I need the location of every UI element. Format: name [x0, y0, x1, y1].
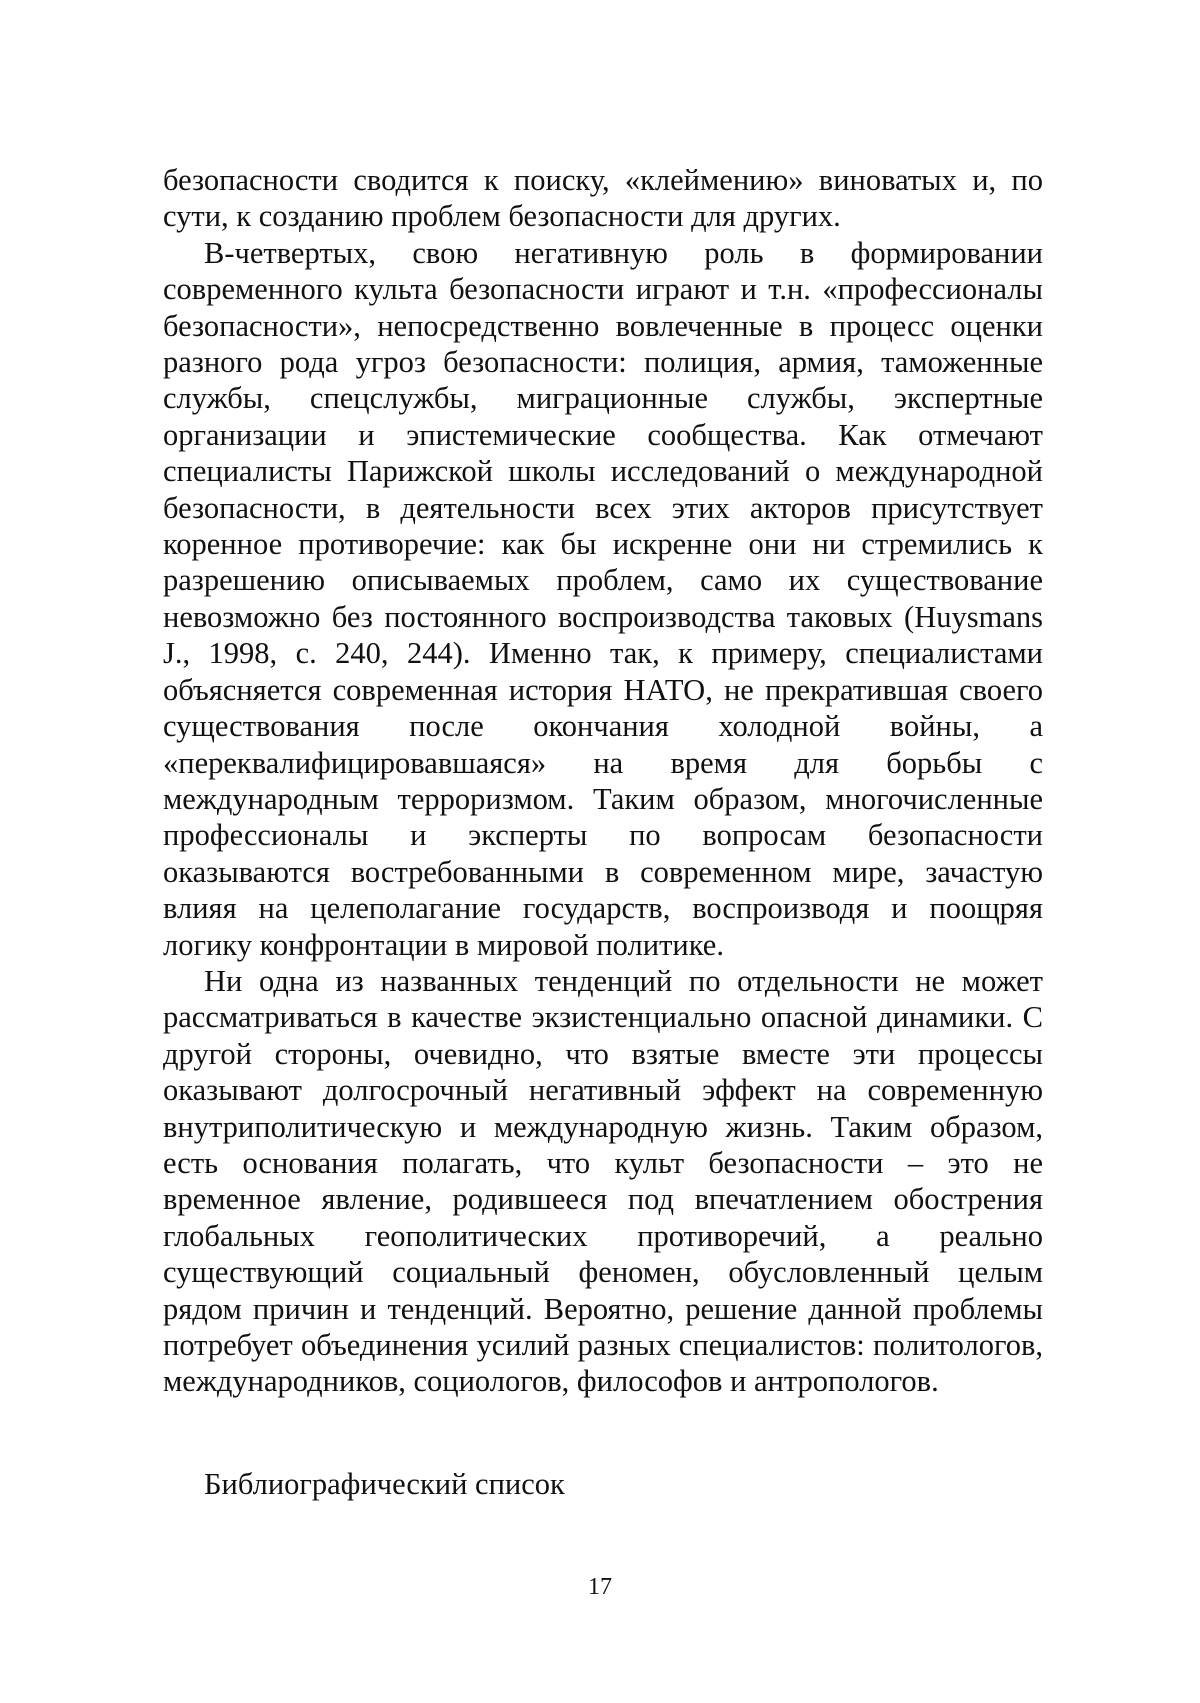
paragraph-continuation: безопасности сводится к поиску, «клеймению» виноватых и, по сути, к созданию проблем безопасности для других. [163, 163, 1043, 234]
body-text [163, 162, 1043, 1400]
paragraph-security-professionals: В-четвертых, свою негативную роль в формировании современного культа безопасности играют и т.н. «профессионалы безопасности», непосредственно вовлеченные в процесс оценки разного рода угроз безопасности: полиция, армия, таможенные службы, спецслужбы, миграционные службы, экспертные организации и эпистемические сообщества. Как отмечают специалисты Парижской школы исследований о международной безопасности, в деятельности всех этих акторов присутствует коренное противоречие: как бы искренне они ни стремились к разрешению описываемых проблем, само их существование невозможно без постоянного воспроизводства таковых (Huysmans J., 1998, с. 240, 244). Именно так, к примеру, специалистами объясняется современная история НАТО, не прекратившая своего существования после окончания холодной войны, а «переквалифицировавшаяся» на время для борьбы с международным терроризмом. Таким образом, многочисленные профессионалы и эксперты по вопросам безопасности оказываются востребованными в современном мире, зачастую влияя на целеполагание государств, воспроизводя и поощряя логику конфронтации в мировой политике. [163, 235, 1043, 962]
paragraph-conclusion: Ни одна из названных тенденций по отдельности не может рассматриваться в качестве экзистенциально опасной динамики. С другой стороны, очевидно, что взятые вместе эти процессы оказывают долгосрочный негативный эффект на современную внутриполитическую и международную жизнь. Таким образом, есть основания полагать, что культ безопасности – это не временное явление, родившееся под впечатлением обострения глобальных геополитических противоречий, а реально существующий социальный феномен, обусловленный целым рядом причин и тенденций. Вероятно, решение данной проблемы потребует объединения усилий разных специалистов: политологов, международников, социологов, философов и антропологов. [163, 963, 1043, 1399]
page-number: 17 [588, 1574, 612, 1600]
bibliography-heading: Библиографический список [204, 1467, 565, 1501]
